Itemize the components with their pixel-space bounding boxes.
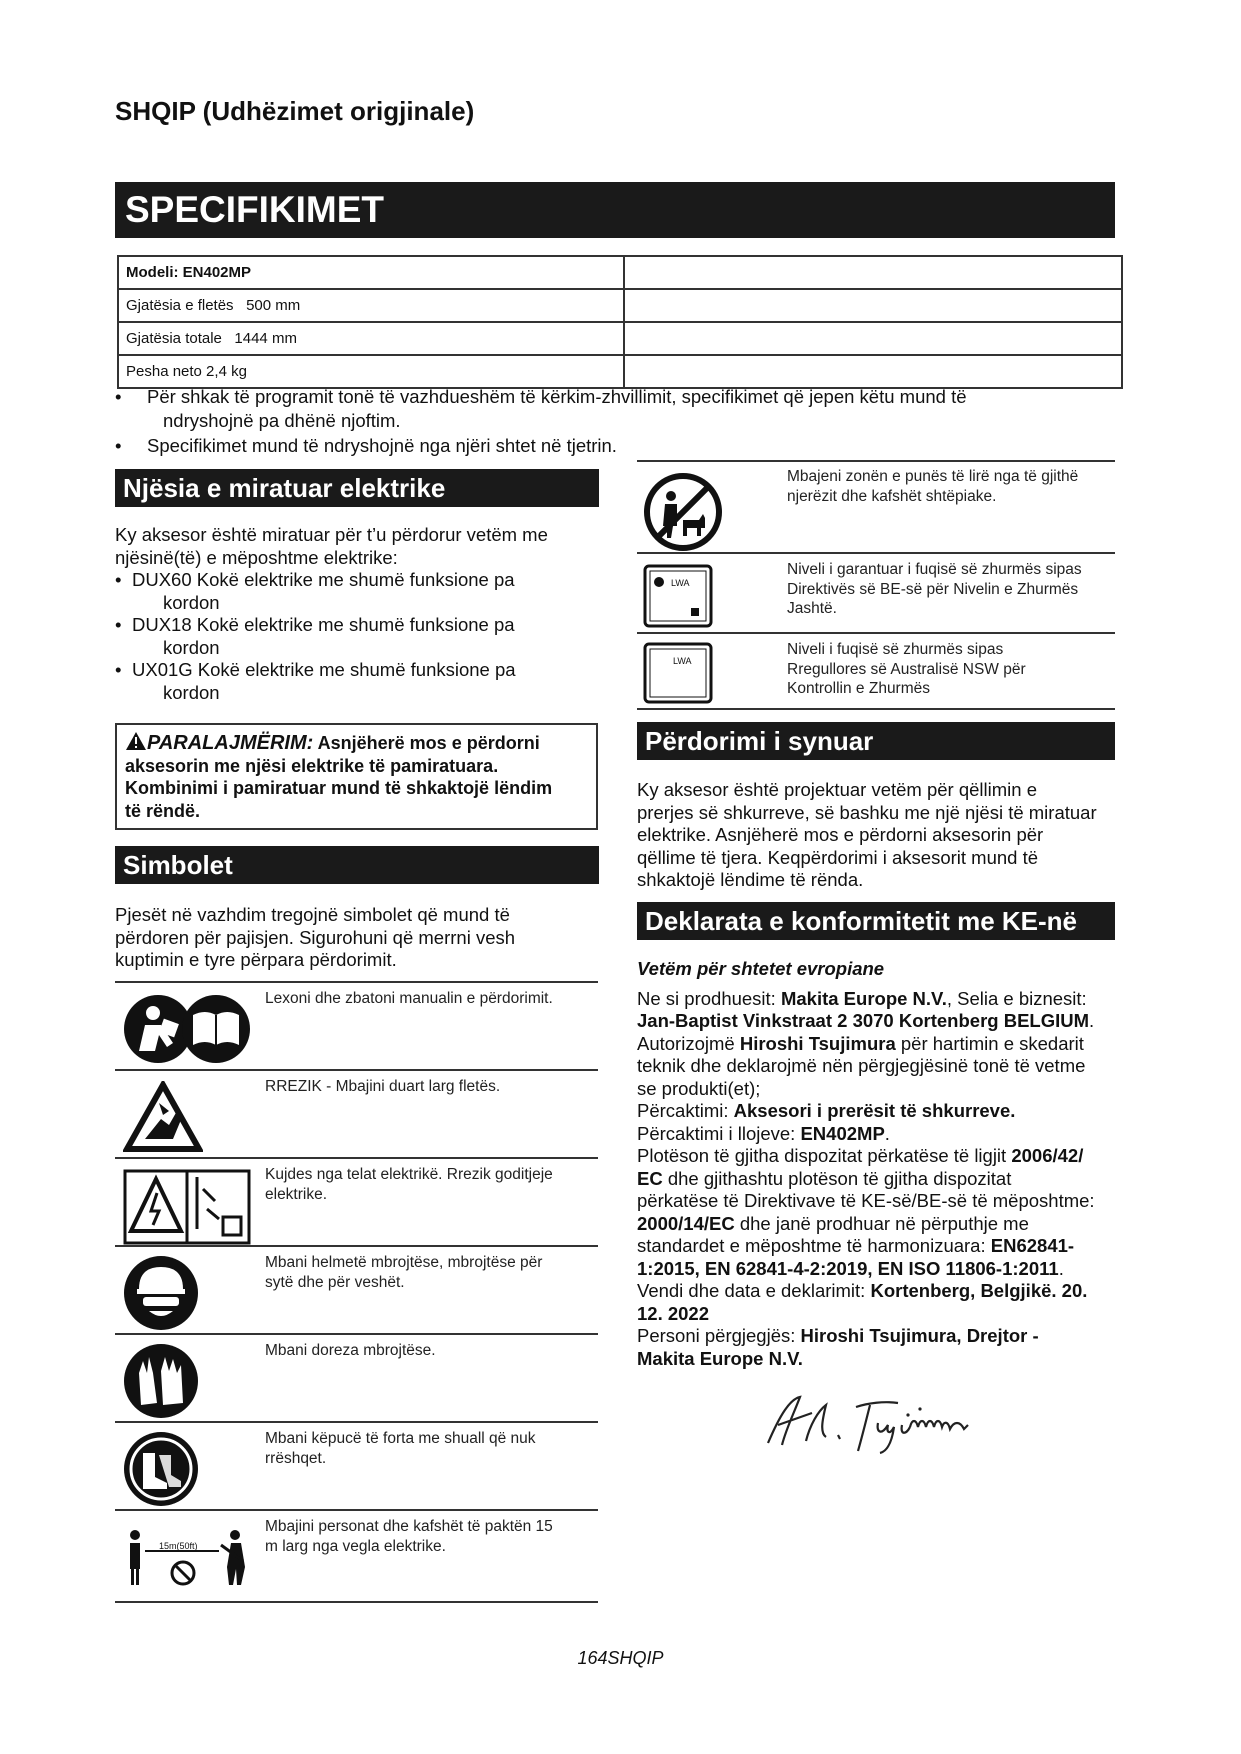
symbol-text: Mbajeni zonën e punës të lirë nga të gjithë njerëzit dhe kafshët shtëpiake. xyxy=(787,468,1079,505)
symbol-row xyxy=(115,1157,598,1247)
intended-use-text: Ky aksesor është projektuar vetëm për qëllimin e prerjes së shkurreve, së bashku me një njësi të miratuar elektrike. Asnjëherë mos e përdorni aksesorin për qëllime të tjera. Keqpërdorimi i aksesorit mund të shkaktojë lëndime të rënda. xyxy=(637,779,1097,890)
symbol-row xyxy=(637,632,1115,710)
declaration-subtitle: Vetëm për shtetet evropiane xyxy=(637,958,885,979)
symbol-text: Lexoni dhe zbatoni manualin e përdorimit. xyxy=(265,990,553,1007)
table-row xyxy=(118,355,1122,388)
symbols-intro: Pjesët në vazhdim tregojnë simbolet që mund të përdoren për pajisjen. Sigurohuni që merrni vesh kuptimin e tyre përpara përdorimit. xyxy=(115,904,516,970)
noise-level-eu-icon xyxy=(643,564,713,628)
symbol-row xyxy=(115,981,598,1071)
symbol-row xyxy=(115,1509,598,1603)
declaration-heading: Deklarata e konformitetit me KE-në xyxy=(637,902,1115,940)
model-cell: Modeli: EN402MP xyxy=(118,256,624,289)
warning-box: PARALAJMËRIM: Asnjëherë mos e përdorni aksesorin me njësi elektrike të pamiratuara. Kombinimi i pamiratuar mund të shkaktojë lëndim të rëndë. xyxy=(115,723,598,830)
page-number: 164SHQIP xyxy=(577,1648,664,1668)
helmet-icon xyxy=(123,1255,199,1331)
distance-icon xyxy=(123,1521,253,1591)
symbol-text: Mbajini personat dhe kafshët të paktën 15 m larg nga vegla elektrike. xyxy=(265,1518,553,1555)
symbol-row xyxy=(637,552,1115,634)
no-people-animals-icon xyxy=(643,472,723,552)
symbols-heading: Simbolet xyxy=(115,846,599,884)
hand-blade-danger-icon xyxy=(123,1081,203,1153)
table-row xyxy=(118,256,1122,289)
list-item: • DUX60 Kokë elektrike me shumë funksione pa kordon xyxy=(115,569,515,613)
spec-note-1: • Për shkak të programit tonë të vazhdueshëm të kërkim-zhvillimit, specifikimet që jepen këtu mund të ndryshojnë pa dhënë njoftim. xyxy=(115,386,967,431)
symbol-row xyxy=(637,460,1115,552)
symbol-row xyxy=(115,1069,598,1159)
symbol-text: Mbani këpucë të forta me shuall që nuk rrëshqet. xyxy=(265,1430,536,1467)
warning-label: PARALAJMËRIM: xyxy=(147,732,314,754)
blade-length-value: 500 mm xyxy=(246,297,301,314)
svg-text:LWA: LWA xyxy=(673,656,692,666)
table-row xyxy=(118,289,1122,322)
boots-icon xyxy=(123,1431,199,1507)
svg-text:15m(50ft): 15m(50ft) xyxy=(159,1541,198,1551)
spec-note-2: • Specifikimet mund të ndryshojnë nga njëri shtet në tjetrin. xyxy=(115,435,617,456)
symbol-text: RREZIK - Mbajini duart larg fletës. xyxy=(265,1078,501,1095)
symbol-row xyxy=(115,1333,598,1423)
list-item: • UX01G Kokë elektrike me shumë funksione pa kordon xyxy=(115,659,516,703)
specifications-table xyxy=(117,255,1123,389)
signature xyxy=(760,1385,1010,1457)
symbol-row xyxy=(115,1421,598,1511)
net-weight-cell: Pesha neto 2,4 kg xyxy=(118,355,624,388)
gloves-icon xyxy=(123,1343,199,1419)
read-manual-icon xyxy=(123,993,251,1065)
electric-shock-icon xyxy=(123,1169,251,1245)
noise-level-nsw-icon xyxy=(643,642,713,704)
symbol-text: Kujdes nga telat elektrikë. Rrezik goditjeje elektrike. xyxy=(265,1166,553,1203)
symbol-text: Niveli i fuqisë së zhurmës sipas Rregullores së Australisë NSW për Kontrollin e Zhurmës xyxy=(787,641,1026,697)
power-unit-intro: Ky aksesor është miratuar për t’u përdorur vetëm me njësinë(të) e mëposhtme elektrike: • DUX60 Kokë elektrike me shumë funksione pa kordon • DUX18 Kokë elektrike me shumë funksione pa kordon • UX01G Kokë elektrike me shumë funksione pa kordon xyxy=(115,524,605,704)
blade-length-label: Gjatësia e fletës xyxy=(126,297,234,314)
symbol-row xyxy=(115,1245,598,1335)
specifications-banner: SPECIFIKIMET xyxy=(115,182,1115,238)
symbol-text: Mbani helmetë mbrojtëse, mbrojtëse për sytë dhe për veshët. xyxy=(265,1254,543,1291)
intended-use-heading: Përdorimi i synuar xyxy=(637,722,1115,760)
symbol-text: Mbani doreza mbrojtëse. xyxy=(265,1342,436,1359)
svg-text:LWA: LWA xyxy=(671,578,690,588)
total-length-label: Gjatësia totale xyxy=(126,330,222,347)
declaration-text: Vetëm për shtetet evropiane Ne si prodhuesit: Makita Europe N.V., Selia e biznesit: Jan-Baptist Vinkstraat 2 3070 Kortenberg BELGIUM. Autorizojmë Hiroshi Tsujimura për hartimin e skedarit teknik dhe deklarojmë nën përgjegjësinë tonë të vetme se produkti(et); Përcaktimi: Aksesori i prerësit të shkurreve. Përcaktimi i llojeve: EN402MP. Plotëson të gjitha dispozitat përkatëse të ligjit 2006/42/ EC dhe gjithashtu plotëson të gjitha dispozitat përkatëse të Direktivave të KE-së/BE-së të mëposhtme: 2000/14/EC dhe janë prodhuar në përputhje me standardet e mëposhtme të harmonizuara: EN62841- 1:2015, EN 62841-4-2:2019, EN ISO 11806-1:2011. Vendi dhe data e deklarimit: Kortenberg, Belgjikë. 20. 12. 2022 Personi përgjegjës: Hiroshi Tsujimura, Drejtor - Makita Europe N.V. xyxy=(637,958,1137,1370)
page-language-title: SHQIP (Udhëzimet origjinale) xyxy=(115,96,475,126)
warning-triangle-icon xyxy=(125,731,147,751)
list-item: • DUX18 Kokë elektrike me shumë funksione pa kordon xyxy=(115,614,515,658)
total-length-value: 1444 mm xyxy=(234,330,297,347)
symbol-text: Niveli i garantuar i fuqisë së zhurmës sipas Direktivës së BE-së për Nivelin e Zhurmës Jashtë. xyxy=(787,561,1082,617)
power-unit-heading: Njësia e miratuar elektrike xyxy=(115,469,599,507)
table-row xyxy=(118,322,1122,355)
